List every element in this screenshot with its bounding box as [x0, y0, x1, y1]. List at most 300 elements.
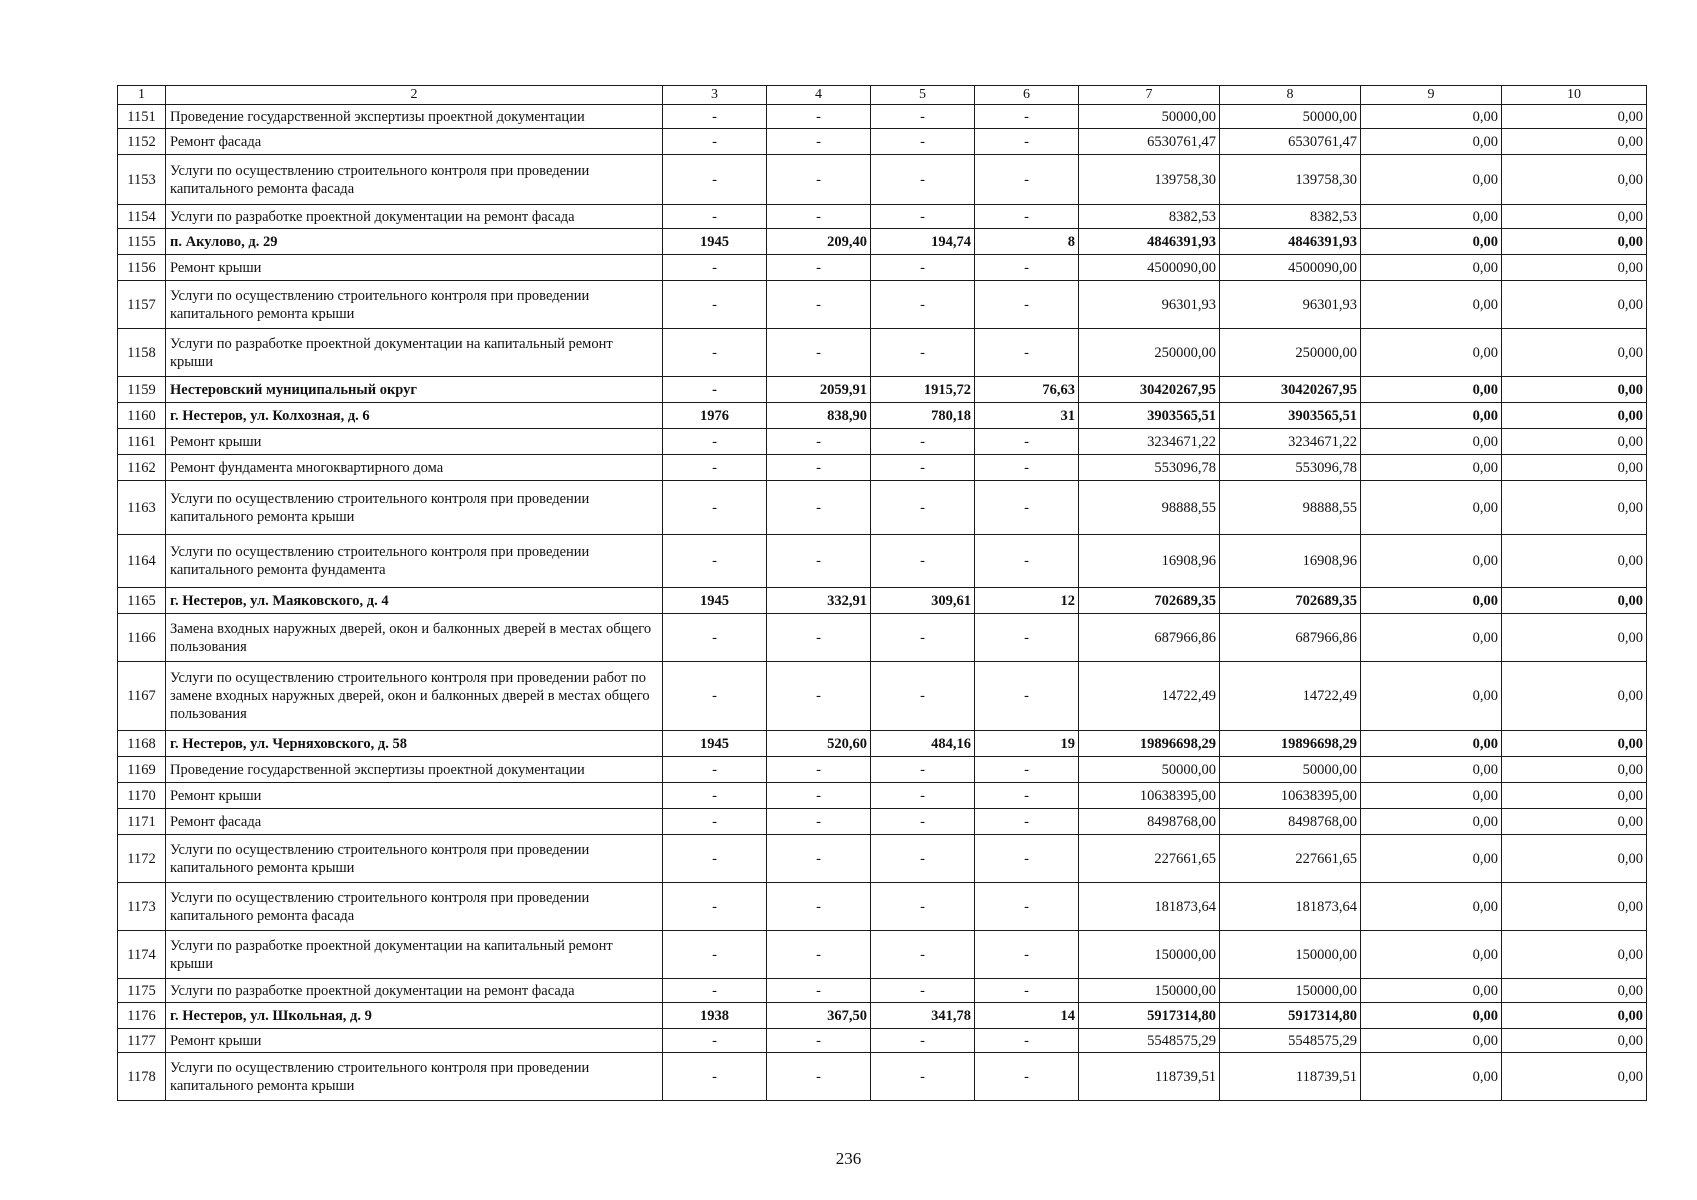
cost-total-cell: 14722,49: [1079, 662, 1220, 731]
cost-fund-cell: 5548575,29: [1220, 1029, 1361, 1053]
table-row: [118, 614, 1647, 662]
residents-cell: -: [975, 1053, 1079, 1101]
cost-budget-cell: 0,00: [1361, 979, 1502, 1003]
cost-budget-cell: 0,00: [1361, 1029, 1502, 1053]
area-living-cell: -: [871, 429, 975, 455]
table-row: [118, 329, 1647, 377]
row-number: 1176: [118, 1003, 166, 1029]
cost-owners-cell: 0,00: [1502, 835, 1647, 883]
cost-owners-cell: 0,00: [1502, 588, 1647, 614]
year-cell: -: [663, 455, 767, 481]
cost-budget-cell: 0,00: [1361, 481, 1502, 535]
year-cell: -: [663, 481, 767, 535]
area-total-cell: -: [767, 757, 871, 783]
item-description: Услуги по осуществлению строительного контроля при проведении капитального ремонта крыши: [166, 281, 663, 329]
cost-fund-cell: 50000,00: [1220, 757, 1361, 783]
cost-budget-cell: 0,00: [1361, 1003, 1502, 1029]
cost-fund-cell: 227661,65: [1220, 835, 1361, 883]
residents-cell: -: [975, 979, 1079, 1003]
residents-cell: -: [975, 481, 1079, 535]
cost-owners-cell: 0,00: [1502, 1029, 1647, 1053]
residents-cell: -: [975, 614, 1079, 662]
area-living-cell: -: [871, 255, 975, 281]
cost-owners-cell: 0,00: [1502, 535, 1647, 588]
table-row: [118, 809, 1647, 835]
table-row: [118, 281, 1647, 329]
cost-total-cell: 19896698,29: [1079, 731, 1220, 757]
cost-owners-cell: 0,00: [1502, 1003, 1647, 1029]
area-living-cell: -: [871, 883, 975, 931]
area-living-cell: -: [871, 783, 975, 809]
residents-cell: -: [975, 931, 1079, 979]
cost-fund-cell: 4846391,93: [1220, 229, 1361, 255]
cost-budget-cell: 0,00: [1361, 809, 1502, 835]
year-cell: -: [663, 129, 767, 155]
area-total-cell: -: [767, 662, 871, 731]
row-number: 1175: [118, 979, 166, 1003]
item-description: Услуги по разработке проектной документации на ремонт фасада: [166, 205, 663, 229]
cost-owners-cell: 0,00: [1502, 205, 1647, 229]
row-number: 1153: [118, 155, 166, 205]
item-description: Проведение государственной экспертизы проектной документации: [166, 105, 663, 129]
year-cell: -: [663, 662, 767, 731]
cost-fund-cell: 687966,86: [1220, 614, 1361, 662]
residents-cell: -: [975, 205, 1079, 229]
cost-owners-cell: 0,00: [1502, 809, 1647, 835]
table-row: [118, 255, 1647, 281]
cost-total-cell: 5917314,80: [1079, 1003, 1220, 1029]
cost-budget-cell: 0,00: [1361, 931, 1502, 979]
table-row: [118, 429, 1647, 455]
cost-total-cell: 8382,53: [1079, 205, 1220, 229]
area-living-cell: -: [871, 979, 975, 1003]
cost-fund-cell: 5917314,80: [1220, 1003, 1361, 1029]
cost-owners-cell: 0,00: [1502, 731, 1647, 757]
cost-fund-cell: 14722,49: [1220, 662, 1361, 731]
table-row: [118, 931, 1647, 979]
page-number: 236: [835, 1149, 862, 1168]
area-living-cell: -: [871, 614, 975, 662]
cost-budget-cell: 0,00: [1361, 105, 1502, 129]
table-row: [118, 129, 1647, 155]
item-description: Услуги по осуществлению строительного контроля при проведении капитального ремонта фундамента: [166, 535, 663, 588]
area-living-cell: -: [871, 281, 975, 329]
table-row: [118, 229, 1647, 255]
item-description: Услуги по осуществлению строительного контроля при проведении капитального ремонта фасада: [166, 883, 663, 931]
item-description: Услуги по осуществлению строительного контроля при проведении капитального ремонта крыши: [166, 835, 663, 883]
cost-owners-cell: 0,00: [1502, 105, 1647, 129]
cost-total-cell: 4500090,00: [1079, 255, 1220, 281]
cost-owners-cell: 0,00: [1502, 931, 1647, 979]
table-row: [118, 535, 1647, 588]
area-total-cell: -: [767, 481, 871, 535]
cost-budget-cell: 0,00: [1361, 255, 1502, 281]
area-living-cell: 1915,72: [871, 377, 975, 403]
cost-budget-cell: 0,00: [1361, 535, 1502, 588]
item-description: Ремонт крыши: [166, 1029, 663, 1053]
area-total-cell: -: [767, 281, 871, 329]
cost-fund-cell: 139758,30: [1220, 155, 1361, 205]
residents-cell: -: [975, 455, 1079, 481]
residents-cell: -: [975, 1029, 1079, 1053]
column-header: 3: [663, 86, 767, 105]
row-number: 1174: [118, 931, 166, 979]
column-header: 10: [1502, 86, 1647, 105]
area-living-cell: -: [871, 757, 975, 783]
area-total-cell: -: [767, 255, 871, 281]
item-description: Услуги по осуществлению строительного контроля при проведении капитального ремонта крыши: [166, 1053, 663, 1101]
item-description: Ремонт фасада: [166, 809, 663, 835]
residents-cell: -: [975, 105, 1079, 129]
row-number: 1160: [118, 403, 166, 429]
residents-cell: -: [975, 757, 1079, 783]
cost-budget-cell: 0,00: [1361, 281, 1502, 329]
area-living-cell: -: [871, 809, 975, 835]
cost-owners-cell: 0,00: [1502, 229, 1647, 255]
row-number: 1167: [118, 662, 166, 731]
cost-fund-cell: 16908,96: [1220, 535, 1361, 588]
area-living-cell: -: [871, 129, 975, 155]
column-header: 7: [1079, 86, 1220, 105]
cost-budget-cell: 0,00: [1361, 455, 1502, 481]
item-description: Услуги по осуществлению строительного контроля при проведении капитального ремонта крыши: [166, 481, 663, 535]
table-row: [118, 588, 1647, 614]
area-total-cell: 332,91: [767, 588, 871, 614]
year-cell: -: [663, 535, 767, 588]
residents-cell: 19: [975, 731, 1079, 757]
year-cell: 1945: [663, 229, 767, 255]
residents-cell: -: [975, 835, 1079, 883]
column-header: 8: [1220, 86, 1361, 105]
cost-owners-cell: 0,00: [1502, 783, 1647, 809]
cost-owners-cell: 0,00: [1502, 614, 1647, 662]
year-cell: -: [663, 205, 767, 229]
item-description: г. Нестеров, ул. Школьная, д. 9: [166, 1003, 663, 1029]
cost-total-cell: 250000,00: [1079, 329, 1220, 377]
item-description: Услуги по разработке проектной документации на ремонт фасада: [166, 979, 663, 1003]
cost-total-cell: 3903565,51: [1079, 403, 1220, 429]
area-total-cell: -: [767, 809, 871, 835]
table-row: [118, 155, 1647, 205]
row-number: 1166: [118, 614, 166, 662]
cost-fund-cell: 181873,64: [1220, 883, 1361, 931]
row-number: 1171: [118, 809, 166, 835]
residents-cell: -: [975, 662, 1079, 731]
area-living-cell: 194,74: [871, 229, 975, 255]
table-row: [118, 455, 1647, 481]
cost-owners-cell: 0,00: [1502, 662, 1647, 731]
cost-total-cell: 4846391,93: [1079, 229, 1220, 255]
cost-budget-cell: 0,00: [1361, 835, 1502, 883]
area-living-cell: -: [871, 481, 975, 535]
cost-total-cell: 150000,00: [1079, 979, 1220, 1003]
cost-fund-cell: 30420267,95: [1220, 377, 1361, 403]
cost-total-cell: 227661,65: [1079, 835, 1220, 883]
cost-owners-cell: 0,00: [1502, 255, 1647, 281]
cost-budget-cell: 0,00: [1361, 783, 1502, 809]
area-living-cell: -: [871, 105, 975, 129]
cost-owners-cell: 0,00: [1502, 129, 1647, 155]
cost-budget-cell: 0,00: [1361, 155, 1502, 205]
area-total-cell: -: [767, 429, 871, 455]
residents-cell: -: [975, 783, 1079, 809]
column-header: 5: [871, 86, 975, 105]
item-description: Ремонт фасада: [166, 129, 663, 155]
row-number: 1178: [118, 1053, 166, 1101]
row-number: 1172: [118, 835, 166, 883]
area-living-cell: -: [871, 835, 975, 883]
year-cell: -: [663, 883, 767, 931]
item-description: Замена входных наружных дверей, окон и балконных дверей в местах общего пользования: [166, 614, 663, 662]
row-number: 1154: [118, 205, 166, 229]
item-description: п. Акулово, д. 29: [166, 229, 663, 255]
area-total-cell: 520,60: [767, 731, 871, 757]
area-total-cell: -: [767, 105, 871, 129]
area-total-cell: -: [767, 979, 871, 1003]
residents-cell: -: [975, 535, 1079, 588]
area-total-cell: -: [767, 155, 871, 205]
area-total-cell: 838,90: [767, 403, 871, 429]
item-description: Ремонт фундамента многоквартирного дома: [166, 455, 663, 481]
year-cell: -: [663, 329, 767, 377]
year-cell: 1938: [663, 1003, 767, 1029]
area-total-cell: -: [767, 1029, 871, 1053]
row-number: 1164: [118, 535, 166, 588]
year-cell: -: [663, 757, 767, 783]
cost-total-cell: 16908,96: [1079, 535, 1220, 588]
cost-owners-cell: 0,00: [1502, 481, 1647, 535]
item-description: Проведение государственной экспертизы проектной документации: [166, 757, 663, 783]
item-description: Услуги по осуществлению строительного контроля при проведении работ по замене входных наружных дверей, окон и балконных дверей в местах общего пользования: [166, 662, 663, 731]
cost-total-cell: 6530761,47: [1079, 129, 1220, 155]
cost-budget-cell: 0,00: [1361, 1053, 1502, 1101]
item-description: Ремонт крыши: [166, 429, 663, 455]
cost-owners-cell: 0,00: [1502, 377, 1647, 403]
year-cell: -: [663, 979, 767, 1003]
item-description: г. Нестеров, ул. Черняховского, д. 58: [166, 731, 663, 757]
area-living-cell: 341,78: [871, 1003, 975, 1029]
cost-total-cell: 50000,00: [1079, 757, 1220, 783]
table-row: [118, 1053, 1647, 1101]
table-row: [118, 377, 1647, 403]
cost-budget-cell: 0,00: [1361, 403, 1502, 429]
cost-fund-cell: 6530761,47: [1220, 129, 1361, 155]
table-row: [118, 1003, 1647, 1029]
year-cell: -: [663, 255, 767, 281]
cost-fund-cell: 702689,35: [1220, 588, 1361, 614]
row-number: 1165: [118, 588, 166, 614]
row-number: 1162: [118, 455, 166, 481]
table-row: [118, 783, 1647, 809]
table-row: [118, 979, 1647, 1003]
cost-fund-cell: 98888,55: [1220, 481, 1361, 535]
row-number: 1151: [118, 105, 166, 129]
area-living-cell: 484,16: [871, 731, 975, 757]
area-living-cell: 780,18: [871, 403, 975, 429]
cost-fund-cell: 8382,53: [1220, 205, 1361, 229]
cost-budget-cell: 0,00: [1361, 757, 1502, 783]
budget-table: [117, 85, 1647, 1101]
cost-owners-cell: 0,00: [1502, 403, 1647, 429]
cost-total-cell: 98888,55: [1079, 481, 1220, 535]
row-number: 1168: [118, 731, 166, 757]
cost-budget-cell: 0,00: [1361, 429, 1502, 455]
year-cell: -: [663, 377, 767, 403]
cost-total-cell: 30420267,95: [1079, 377, 1220, 403]
row-number: 1158: [118, 329, 166, 377]
area-total-cell: -: [767, 883, 871, 931]
area-total-cell: -: [767, 535, 871, 588]
area-living-cell: -: [871, 455, 975, 481]
cost-total-cell: 702689,35: [1079, 588, 1220, 614]
cost-fund-cell: 10638395,00: [1220, 783, 1361, 809]
item-description: Услуги по разработке проектной документации на капитальный ремонт крыши: [166, 931, 663, 979]
column-header: 6: [975, 86, 1079, 105]
year-cell: -: [663, 783, 767, 809]
residents-cell: -: [975, 809, 1079, 835]
cost-total-cell: 118739,51: [1079, 1053, 1220, 1101]
cost-budget-cell: 0,00: [1361, 129, 1502, 155]
table-body: [118, 86, 1647, 1101]
year-cell: -: [663, 835, 767, 883]
area-living-cell: -: [871, 1029, 975, 1053]
year-cell: 1945: [663, 588, 767, 614]
area-living-cell: -: [871, 155, 975, 205]
cost-owners-cell: 0,00: [1502, 455, 1647, 481]
area-total-cell: -: [767, 129, 871, 155]
table-row: [118, 662, 1647, 731]
cost-owners-cell: 0,00: [1502, 883, 1647, 931]
column-number-row: [118, 86, 1647, 105]
table-row: [118, 835, 1647, 883]
row-number: 1163: [118, 481, 166, 535]
cost-fund-cell: 4500090,00: [1220, 255, 1361, 281]
cost-owners-cell: 0,00: [1502, 757, 1647, 783]
cost-owners-cell: 0,00: [1502, 155, 1647, 205]
area-living-cell: -: [871, 329, 975, 377]
area-living-cell: -: [871, 1053, 975, 1101]
residents-cell: 14: [975, 1003, 1079, 1029]
row-number: 1156: [118, 255, 166, 281]
item-description: г. Нестеров, ул. Колхозная, д. 6: [166, 403, 663, 429]
cost-owners-cell: 0,00: [1502, 281, 1647, 329]
cost-budget-cell: 0,00: [1361, 883, 1502, 931]
table-row: [118, 481, 1647, 535]
area-living-cell: -: [871, 535, 975, 588]
cost-budget-cell: 0,00: [1361, 614, 1502, 662]
column-header: 9: [1361, 86, 1502, 105]
year-cell: 1976: [663, 403, 767, 429]
area-living-cell: -: [871, 662, 975, 731]
cost-fund-cell: 8498768,00: [1220, 809, 1361, 835]
residents-cell: 12: [975, 588, 1079, 614]
table-row: [118, 105, 1647, 129]
area-total-cell: -: [767, 614, 871, 662]
cost-fund-cell: 250000,00: [1220, 329, 1361, 377]
residents-cell: -: [975, 155, 1079, 205]
area-total-cell: 2059,91: [767, 377, 871, 403]
cost-total-cell: 50000,00: [1079, 105, 1220, 129]
residents-cell: -: [975, 255, 1079, 281]
year-cell: -: [663, 614, 767, 662]
area-living-cell: 309,61: [871, 588, 975, 614]
cost-fund-cell: 3234671,22: [1220, 429, 1361, 455]
row-number: 1170: [118, 783, 166, 809]
item-description: Ремонт крыши: [166, 255, 663, 281]
column-header: 1: [118, 86, 166, 105]
column-header: 4: [767, 86, 871, 105]
residents-cell: 76,63: [975, 377, 1079, 403]
item-description: Услуги по разработке проектной документации на капитальный ремонт крыши: [166, 329, 663, 377]
cost-budget-cell: 0,00: [1361, 377, 1502, 403]
cost-budget-cell: 0,00: [1361, 588, 1502, 614]
cost-owners-cell: 0,00: [1502, 1053, 1647, 1101]
residents-cell: -: [975, 883, 1079, 931]
residents-cell: -: [975, 281, 1079, 329]
area-total-cell: -: [767, 783, 871, 809]
cost-owners-cell: 0,00: [1502, 329, 1647, 377]
row-number: 1169: [118, 757, 166, 783]
area-living-cell: -: [871, 931, 975, 979]
item-description: г. Нестеров, ул. Маяковского, д. 4: [166, 588, 663, 614]
cost-total-cell: 8498768,00: [1079, 809, 1220, 835]
cost-owners-cell: 0,00: [1502, 429, 1647, 455]
area-total-cell: -: [767, 329, 871, 377]
residents-cell: 31: [975, 403, 1079, 429]
area-total-cell: -: [767, 931, 871, 979]
year-cell: -: [663, 105, 767, 129]
table-row: [118, 205, 1647, 229]
cost-fund-cell: 19896698,29: [1220, 731, 1361, 757]
residents-cell: -: [975, 129, 1079, 155]
cost-total-cell: 181873,64: [1079, 883, 1220, 931]
cost-total-cell: 687966,86: [1079, 614, 1220, 662]
item-description: Услуги по осуществлению строительного контроля при проведении капитального ремонта фасада: [166, 155, 663, 205]
row-number: 1152: [118, 129, 166, 155]
cost-fund-cell: 118739,51: [1220, 1053, 1361, 1101]
residents-cell: -: [975, 329, 1079, 377]
area-total-cell: 209,40: [767, 229, 871, 255]
cost-fund-cell: 96301,93: [1220, 281, 1361, 329]
cost-budget-cell: 0,00: [1361, 662, 1502, 731]
cost-total-cell: 96301,93: [1079, 281, 1220, 329]
column-header: 2: [166, 86, 663, 105]
area-total-cell: -: [767, 1053, 871, 1101]
cost-budget-cell: 0,00: [1361, 329, 1502, 377]
row-number: 1155: [118, 229, 166, 255]
row-number: 1177: [118, 1029, 166, 1053]
area-total-cell: 367,50: [767, 1003, 871, 1029]
table-row: [118, 1029, 1647, 1053]
row-number: 1159: [118, 377, 166, 403]
cost-total-cell: 150000,00: [1079, 931, 1220, 979]
year-cell: -: [663, 429, 767, 455]
table-row: [118, 883, 1647, 931]
cost-total-cell: 10638395,00: [1079, 783, 1220, 809]
table-row: [118, 731, 1647, 757]
year-cell: 1945: [663, 731, 767, 757]
cost-fund-cell: 150000,00: [1220, 931, 1361, 979]
year-cell: -: [663, 931, 767, 979]
cost-fund-cell: 150000,00: [1220, 979, 1361, 1003]
area-living-cell: -: [871, 205, 975, 229]
area-total-cell: -: [767, 835, 871, 883]
cost-fund-cell: 50000,00: [1220, 105, 1361, 129]
table-row: [118, 757, 1647, 783]
cost-total-cell: 139758,30: [1079, 155, 1220, 205]
cost-budget-cell: 0,00: [1361, 731, 1502, 757]
residents-cell: 8: [975, 229, 1079, 255]
